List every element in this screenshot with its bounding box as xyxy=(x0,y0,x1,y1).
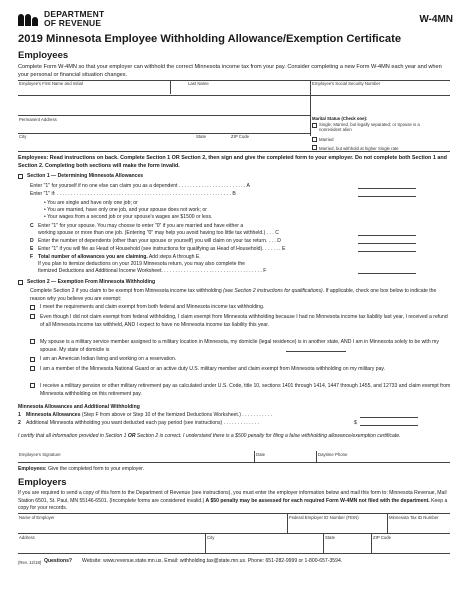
line-b: Enter "1" if: . . . . . . . . . . . . . . . . . . . . . . . . . . . . . . . . . . . . . . . . . . . . . . . . . . . . . . . . . . . . . . B xyxy=(30,191,236,197)
contact-info: Website: www.revenue.state.mn.us. Email: withholding.tax@state.mn.us. Phone: 651-282-9999 or 1-800-657-3594. xyxy=(82,558,343,564)
line-f1 xyxy=(38,254,358,260)
section2-intro-italic: (see Section 2 instructions for qualifications) xyxy=(223,288,323,294)
employer-zip-field[interactable] xyxy=(372,540,450,550)
certification-text xyxy=(18,433,450,441)
employer-address-field[interactable] xyxy=(18,540,204,550)
employers-keep: Keep a copy for your records. xyxy=(18,497,448,511)
line-a: Enter "1" for yourself if no one else can claim you as a dependent . . . . . . . . . . . . . . . . . . . . . . . . A xyxy=(30,183,250,189)
exempt-option-6: I receive a military pension or other military retirement pay as calculated under U.S. Code, title 10, sections 1401 through 1414, 1447 through 1455, and 12733 and claim exempt from Minnesota withholding on this retirement pay. xyxy=(40,383,451,397)
dollar-sign: $ xyxy=(354,420,357,426)
additional-withholding-input[interactable] xyxy=(360,421,418,426)
certify-or: OR xyxy=(127,433,136,439)
additional-line-1 xyxy=(26,412,356,418)
employer-city-label: City xyxy=(207,535,215,540)
bullet-2-text: You are married, have only one job, and your spouse does not work; or xyxy=(47,207,207,213)
section2-title: Section 2 — Exemption From Minnesota Withholding xyxy=(27,279,156,285)
line-d: Enter the number of dependents (other than your spouse or yourself) you will claim on your tax return. . . . D xyxy=(38,238,281,244)
exempt-option-5: I am a member of the Minnesota National Guard or an active duty U.S. military member and claim exempt from Minnesota withholding on my military pay. xyxy=(40,366,386,372)
line-c2: working spouse or more than one job. (Entering "0" may help you avoid having too little tax withheld.) . . . C xyxy=(38,230,279,236)
state-of-domicile-input[interactable] xyxy=(286,347,346,352)
single-option-label: Single; Married, but legally separated; or Spouse is a nonresident alien xyxy=(319,122,420,132)
city-field[interactable] xyxy=(18,139,193,148)
additional-line-2-num: 2 xyxy=(18,420,21,426)
additional-line-2: Additional Minnesota withholding you want deducted each pay period (see instructions) . . . . . . . . . . . . . xyxy=(26,420,260,426)
employees-heading: Employees xyxy=(18,50,69,61)
section2-intro xyxy=(30,288,452,303)
form-number: W-4MN xyxy=(419,14,453,25)
last-name-field[interactable] xyxy=(171,86,309,94)
line-c-letter: C xyxy=(30,223,34,229)
employer-city-field[interactable] xyxy=(206,540,322,550)
employees-intro: Complete Form W-4MN so that your employer can withhold the correct Minnesota income tax from your pay. Consider completing a new Form W-4MN each year and when your personal or financial situation changes. xyxy=(18,64,442,78)
certify-b: Section 2 is correct. I understand there is a $500 penalty for filing a false withholding allowance/exemption certificate. xyxy=(135,433,401,439)
give-form-rest: Give the completed form to your employer. xyxy=(46,466,144,472)
address-field[interactable] xyxy=(18,121,308,129)
certify-a: I certify that all information provided in Section 1 xyxy=(18,433,128,439)
section2-intro-b: . If applicable, check one box below to indicate the reason why you believe you are exempt: xyxy=(30,288,437,302)
state-field[interactable] xyxy=(195,139,225,148)
exempt-option-6-checkbox[interactable] xyxy=(30,383,35,388)
employer-state-label: State xyxy=(325,535,336,540)
employer-state-field[interactable] xyxy=(324,540,370,550)
additional-line-1-num: 1 xyxy=(18,412,21,418)
first-name-field[interactable] xyxy=(18,86,168,94)
employer-name-field[interactable] xyxy=(18,520,286,530)
married-higher-option-label: Married, but withhold at higher Single rate xyxy=(319,146,399,151)
bullet-2: • You are married, have only one job, and your spouse does not work; or xyxy=(44,207,207,213)
additional-heading: Minnesota Allowances and Additional Withholding xyxy=(18,404,140,410)
line-a-input[interactable] xyxy=(358,184,416,189)
dept-line2: OF REVENUE xyxy=(44,17,102,28)
mn-logo-icon xyxy=(18,12,40,26)
exempt-option-1-checkbox[interactable] xyxy=(30,305,35,310)
form-instructions: Employees: Read instructions on back. Complete Section 1 OR Section 2, then sign and give the completed form to your employer. Do not complete both Section 1 and Section 2. Completing both sections will make the form invalid. xyxy=(18,155,447,169)
line-f-letter: F xyxy=(30,254,34,260)
line-f3: Itemized Deductions and Additional Income Worksheet. . . . . . . . . . . . . . . . . . . . . . . . . . . . . . . . . . . . F xyxy=(38,268,267,274)
line-e: Enter "1" if you will file as Head of Household (see instructions for qualifying as Head of Household). . . . . . . E xyxy=(38,246,286,252)
married-checkbox[interactable] xyxy=(312,137,317,142)
page-title: 2019 Minnesota Employee Withholding Allowance/Exemption Certificate xyxy=(18,33,402,45)
mn-allowances-input[interactable] xyxy=(360,413,418,418)
line-c-input[interactable] xyxy=(358,231,416,236)
exempt-option-4: I am an American Indian living and working on a reservation. xyxy=(40,356,177,362)
exempt-option-3: My spouse is a military service member assigned to a military location in Minnesota, my domicile (legal residence) is in another state, AND I am in Minnesota solely to be with my spouse. My state of domicile is xyxy=(40,339,439,353)
section2-checkbox[interactable] xyxy=(18,280,23,285)
ssn-field[interactable] xyxy=(311,86,450,94)
employer-name-label: Name of Employer xyxy=(19,515,55,520)
line-e-letter: E xyxy=(30,246,34,252)
date-label: Date xyxy=(256,452,266,457)
address-label: Permanent Address xyxy=(19,117,57,122)
first-name-label: Employee's First Name and Initial xyxy=(19,81,83,86)
married-higher-checkbox[interactable] xyxy=(312,145,317,150)
mn-revenue-logo xyxy=(18,10,104,27)
city-label: City xyxy=(19,134,27,139)
line-d-input[interactable] xyxy=(358,239,416,244)
line-f1-bold: Total number of allowances you are claiming. xyxy=(38,254,148,260)
last-name-label: Last Name xyxy=(188,81,209,86)
bullet-3-text: Your wages from a second job or your spouse's wages are $1500 or less. xyxy=(47,214,213,220)
exempt-option-2-checkbox[interactable] xyxy=(30,314,35,319)
mn-tax-id-label: Minnesota Tax ID Number xyxy=(389,515,439,520)
fein-label: Federal Employer ID Number (FEIN) xyxy=(289,515,359,520)
employer-zip-label: ZIP Code xyxy=(373,535,392,540)
section2-intro-a: Complete Section 2 if you claim to be exempt from Minnesota income tax withholding xyxy=(30,288,224,294)
line-f2: If you plan to itemize deductions on your 2019 Minnesota return, you may also complete the xyxy=(38,261,245,267)
additional-line-1-rest: (Step F from above or Step 10 of the Itemized Deductions Worksheet.) . . . . . . . . . . . xyxy=(80,412,273,418)
exempt-option-4-checkbox[interactable] xyxy=(30,357,35,362)
line-f-input[interactable] xyxy=(358,269,416,274)
marital-status-label: Marital Status (Check one): xyxy=(312,116,368,121)
additional-line-1-bold: Minnesota Allowances xyxy=(26,412,81,418)
signature-label: Employee's Signature xyxy=(19,452,61,457)
line-c1: Enter "1" for your spouse. You may choose to enter "0" if you are married and have either a xyxy=(38,223,244,229)
revision-date: (Rev. 12/18) xyxy=(18,560,42,565)
exempt-option-5-checkbox[interactable] xyxy=(30,366,35,371)
exempt-option-2: Even though I did not claim exempt from federal withholding, I claim exempt from Minnesota withholding because I had no Minnesota income tax liability last year, I received a refund of all Minnesota income tax withheld, AND I expect to have no Minnesota income tax liability this year. xyxy=(40,314,448,328)
line-d-letter: D xyxy=(30,238,34,244)
bullet-3: • Your wages from a second job or your spouse's wages are $1500 or less. xyxy=(44,214,213,220)
employers-penalty: A $50 penalty may be assessed for each required Form W-4MN not filed with the department. xyxy=(204,497,430,504)
employers-text xyxy=(18,490,452,513)
employers-body: If you are required to send a copy of this form to the Department of Revenue (see instructions), you must enter the employer information below and mail this form to: Minnesota Revenue, Mail Station 6501, St. Paul, MN 55146-6501. (Incomplete forms are considered invalid.) xyxy=(18,490,447,504)
state-label: State xyxy=(196,134,207,139)
questions-label: Questions? xyxy=(44,558,73,564)
single-checkbox[interactable] xyxy=(312,123,317,128)
bullet-1: • You are single and have only one job; or xyxy=(44,200,138,206)
exempt-option-1: I meet the requirements and claim exempt from both federal and Minnesota income tax withholding. xyxy=(40,304,265,310)
section1-title: Section 1 — Determining Minnesota Allowances xyxy=(27,173,144,179)
mn-tax-id-field[interactable] xyxy=(388,520,450,530)
phone-label: Daytime Phone xyxy=(318,452,348,457)
bullet-1-text: You are single and have only one job; or xyxy=(47,200,138,206)
line-b-input[interactable] xyxy=(358,192,416,197)
give-form-note xyxy=(18,466,144,472)
line-e-input[interactable] xyxy=(358,247,416,252)
zip-field[interactable] xyxy=(230,139,308,148)
fein-field[interactable] xyxy=(288,520,386,530)
employer-address-label: Address xyxy=(19,535,35,540)
give-form-bold: Employees: xyxy=(18,466,47,472)
employers-heading: Employers xyxy=(18,477,67,488)
ssn-label: Employee's Social Security Number xyxy=(312,81,381,86)
zip-label: ZIP Code xyxy=(231,134,250,139)
section1-checkbox[interactable] xyxy=(18,174,23,179)
dept-line1: DEPARTMENT xyxy=(44,9,105,19)
married-option-label: Married xyxy=(319,137,334,142)
exempt-option-3-checkbox[interactable] xyxy=(30,339,35,344)
line-f1-rest: Add steps A through E. xyxy=(147,254,201,260)
